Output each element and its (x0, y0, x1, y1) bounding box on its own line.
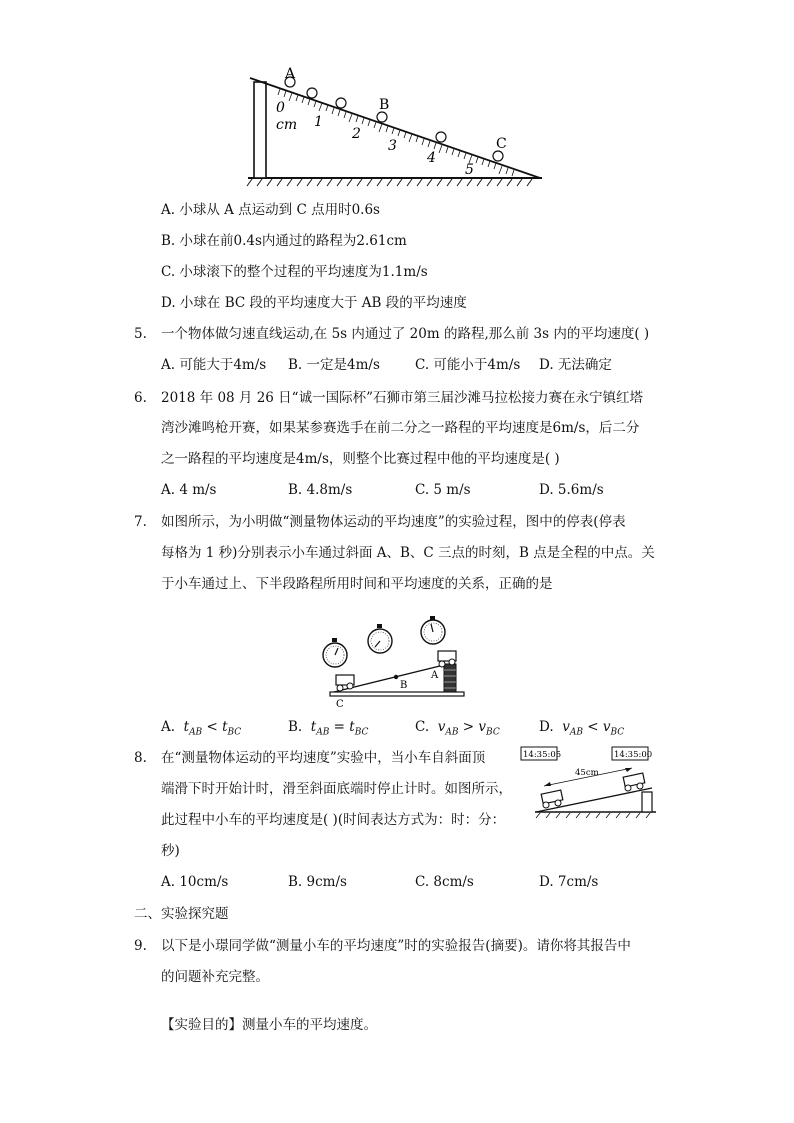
ball (436, 132, 446, 142)
tick-label: 1 (314, 114, 323, 130)
q8-option-c[interactable]: C. 8cm/s (415, 874, 474, 890)
q6-option-d[interactable]: D. 5.6m/s (539, 482, 604, 498)
q7-option-a[interactable]: A. $t_{AB} < t_{BC}$ (161, 719, 242, 738)
tick-label: 0 (276, 100, 285, 116)
q8-line-2: 端滑下时开始计时，滑至斜面底端时停止计时。如图所示， (161, 781, 512, 797)
tick-label: 3 (388, 138, 397, 154)
q7-option-b[interactable]: B. $t_{AB} = t_{BC}$ (288, 719, 369, 738)
cart-icon (541, 790, 563, 808)
q6-line-3: 之一路程的平均速度是4m/s，则整个比赛过程中他的平均速度是( ) (161, 451, 560, 467)
q6-option-b[interactable]: B. 4.8m/s (288, 482, 353, 498)
q7-incline-figure (318, 614, 468, 710)
q4-option-d[interactable]: D. 小球在 BC 段的平均速度大于 AB 段的平均速度 (161, 295, 467, 311)
point-label-b: B (379, 97, 390, 113)
q5-option-c[interactable]: C. 可能小于4m/s (415, 357, 521, 373)
q9-purpose: 【实验目的】测量小车的平均速度。 (161, 1017, 377, 1033)
q7-line-2: 每格为 1 秒)分别表示小车通过斜面 A、B、C 三点的时刻，B 点是全程的中点。关 (161, 545, 655, 561)
stopwatch-icon (323, 638, 347, 667)
point-label-a: A (431, 670, 439, 681)
q6-line-1: 2018 年 08 月 26 日“诚一国际杯”石狮市第三届沙滩马拉松接力赛在永宁镇红塔 (161, 390, 643, 406)
q5-stem: 一个物体做匀速直线运动,在 5s 内通过了 20m 的路程,那么前 3s 内的平均速度( ) (161, 326, 650, 342)
q8-line-3: 此过程中小车的平均速度是( )(时间表达方式为：时：分： (161, 812, 506, 828)
q7-line-1: 如图所示，为小明做“测量物体运动的平均速度”的实验过程，图中的停表(停表 (161, 514, 626, 530)
unit-label: cm (276, 117, 298, 133)
q7-option-c[interactable]: C. $v_{AB} > v_{BC}$ (415, 719, 500, 738)
q7-option-d[interactable]: D. $v_{AB} < v_{BC}$ (539, 719, 625, 738)
q7-number: 7. (134, 514, 147, 530)
q7-line-3: 于小车通过上、下半段路程所用时间和平均速度的关系，正确的是 (161, 576, 553, 592)
q8-number: 8. (134, 750, 147, 766)
q5-option-b[interactable]: B. 一定是4m/s (288, 357, 380, 373)
q9-line-1: 以下是小璟同学做“测量小车的平均速度”时的实验报告(摘要)。请你将其报告中 (161, 938, 631, 954)
q6-line-2: 湾沙滩鸣枪开赛，如果某参赛选手在前二分之一路程的平均速度是6m/s，后二分 (161, 420, 640, 436)
distance-label: 45cm (575, 768, 599, 778)
q4-ramp-figure (240, 62, 550, 190)
cart-icon (623, 773, 645, 791)
point-label-a: A (285, 66, 296, 82)
q6-option-c[interactable]: C. 5 m/s (415, 482, 471, 498)
q4-option-a[interactable]: A. 小球从 A 点运动到 C 点用时0.6s (161, 202, 380, 218)
time-start: 14:35:00 (614, 750, 653, 760)
q8-incline-figure (520, 742, 660, 822)
q5-option-a[interactable]: A. 可能大于4m/s (161, 357, 267, 373)
q9-line-2: 的问题补充完整。 (161, 969, 269, 985)
q9-number: 9. (134, 938, 147, 954)
tick-label: 4 (427, 150, 436, 166)
q8-option-d[interactable]: D. 7cm/s (539, 874, 599, 890)
stopwatch-icon (368, 624, 392, 653)
ball-b (377, 112, 387, 122)
stopwatch-icon (421, 616, 445, 644)
cart-icon (336, 675, 354, 691)
point-label-c: C (496, 136, 507, 152)
q8-line-1: 在“测量物体运动的平均速度”实验中，当小车自斜面顶 (161, 750, 486, 766)
q5-number: 5. (134, 326, 147, 342)
q5-option-d[interactable]: D. 无法确定 (539, 357, 612, 373)
q6-number: 6. (134, 390, 147, 406)
q4-option-b[interactable]: B. 小球在前0.4s内通过的路程为2.61cm (161, 233, 407, 249)
section-heading: 二、实验探究题 (134, 906, 229, 922)
ball-c (493, 151, 503, 161)
tick-label: 2 (352, 126, 361, 142)
q8-option-b[interactable]: B. 9cm/s (288, 874, 347, 890)
tick-label: 5 (465, 162, 474, 178)
q6-option-a[interactable]: A. 4 m/s (161, 482, 217, 498)
q8-option-a[interactable]: A. 10cm/s (161, 874, 229, 890)
point-label-c: C (336, 699, 344, 710)
q8-line-4: 秒) (161, 843, 180, 859)
q4-option-c[interactable]: C. 小球滚下的整个过程的平均速度为1.1m/s (161, 264, 428, 280)
ball (307, 88, 317, 98)
time-end: 14:35:05 (523, 750, 562, 760)
point-label-b: B (400, 680, 408, 691)
ball (336, 98, 346, 108)
